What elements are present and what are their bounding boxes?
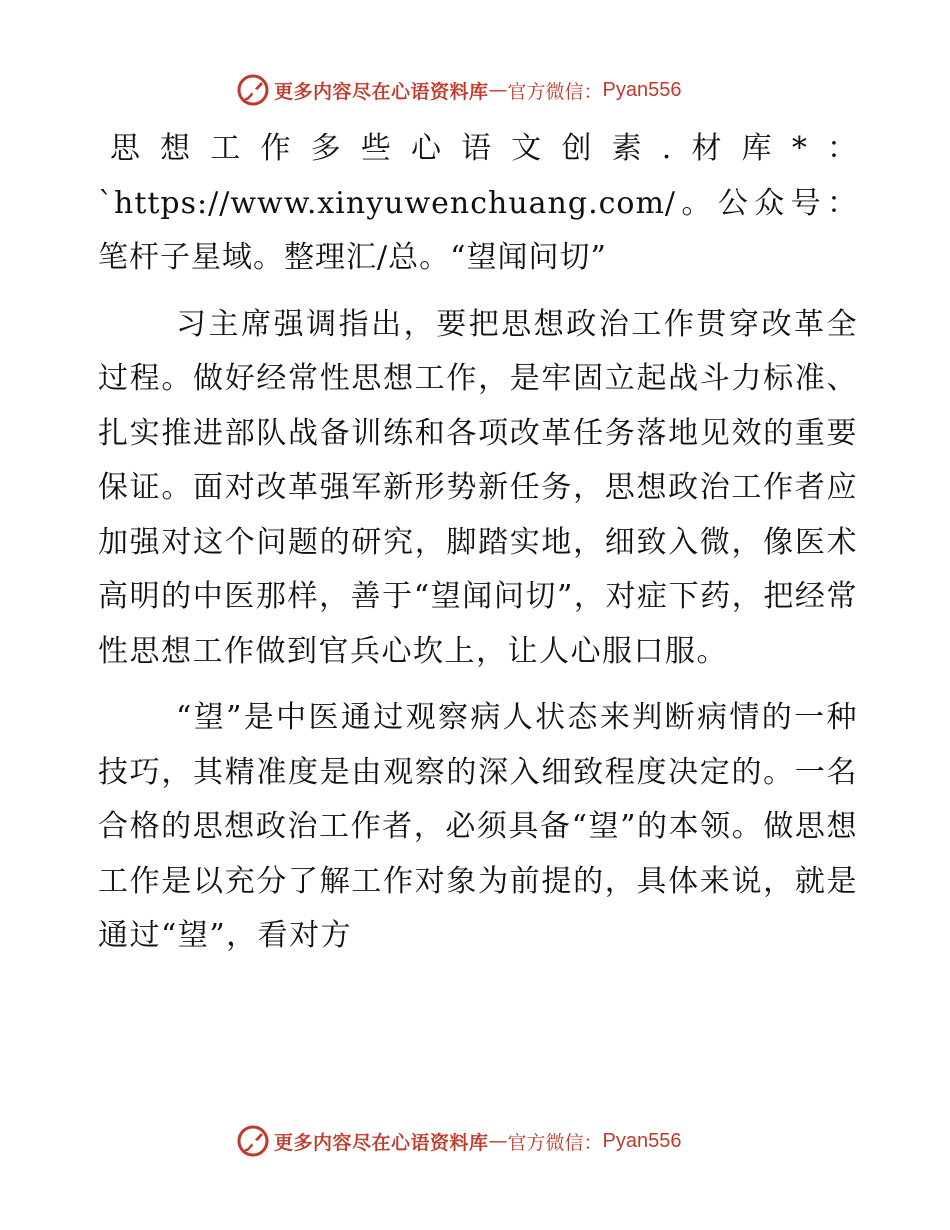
watermark-dash: — bbox=[488, 79, 508, 101]
watermark-wechat-id: Pyan556 bbox=[602, 1129, 682, 1152]
watermark-wechat-id: Pyan556 bbox=[602, 78, 682, 101]
intro-paragraph: 思想工作多些心语文创素.材库*：`https://www.xinyuwenchuang.com/。公众号：笔杆子星域。整理汇/总。“望闻问切” bbox=[98, 131, 858, 275]
quill-pen-logo-icon bbox=[236, 73, 270, 107]
watermark-wechat-label: 官方微信： bbox=[507, 1131, 603, 1154]
watermark-site-text: 更多内容尽在心语资料库 bbox=[274, 1131, 489, 1154]
footer-watermark bbox=[236, 1124, 682, 1158]
body-paragraph: 习主席强调指出，要把思想政治工作贯穿改革全过程。做好经常性思想工作，是牢固立起战斗力标准、扎实推进部队战备训练和各项改革任务落地见效的重要保证。面对改革强军新形势新任务，思想政治工作者应加强对这个问题的研究，脚踏实地，细致入微，像医术高明的中医那样，善于“望闻问切”，对症下药，把经常性思想工作做到官兵心坎上，让人心服口服。 bbox=[98, 306, 858, 669]
document-body bbox=[98, 122, 858, 964]
watermark-wechat-label: 官方微信： bbox=[507, 80, 603, 103]
watermark-site-text: 更多内容尽在心语资料库 bbox=[274, 80, 489, 103]
watermark-dash: — bbox=[488, 1130, 508, 1152]
body-paragraph: “望”是中医通过观察病人状态来判断病情的一种技巧，其精准度是由观察的深入细致程度决定的。一名合格的思想政治工作者，必须具备“望”的本领。做思想工作是以充分了解工作对象为前提的，具体来说，就是通过“望”，看对方 bbox=[98, 700, 858, 953]
header-watermark bbox=[236, 73, 682, 107]
quill-pen-logo-icon bbox=[236, 1124, 270, 1158]
